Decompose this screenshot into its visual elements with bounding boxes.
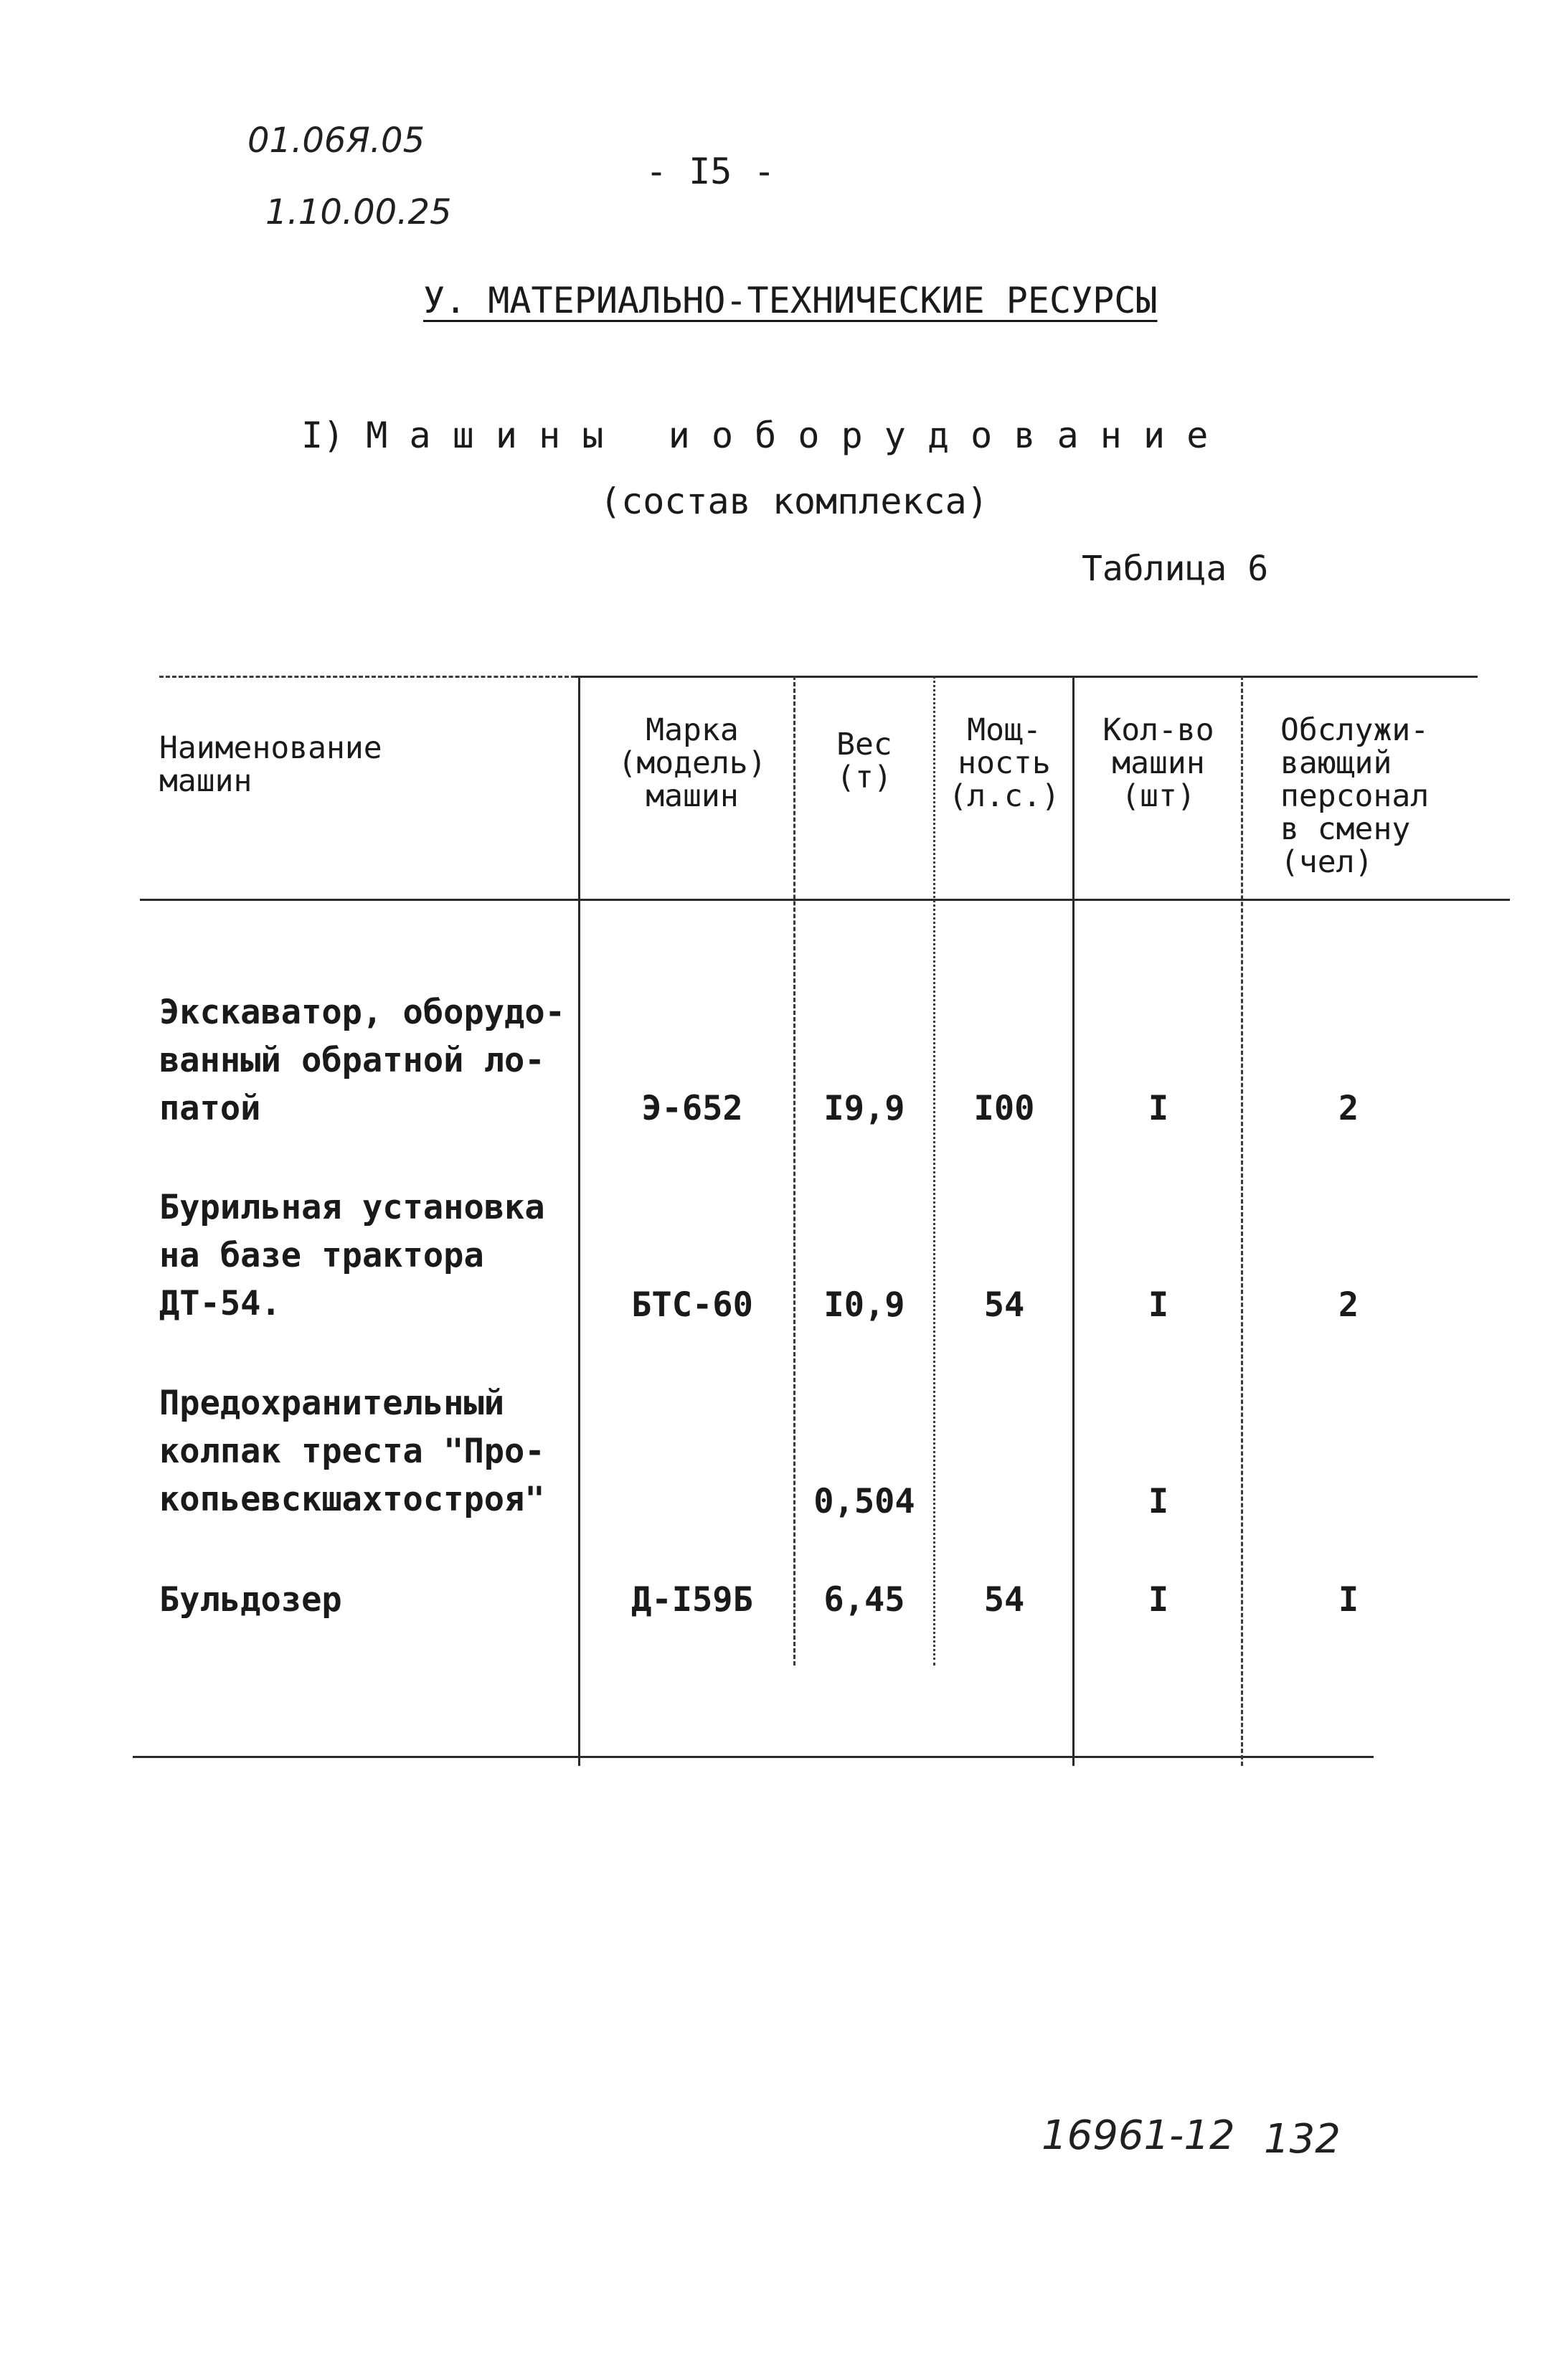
section-title: У. МАТЕРИАЛЬНО-ТЕХНИЧЕСКИЕ РЕСУРСЫ [423, 280, 1158, 321]
header-power: Мощ- ность (л.с.) [948, 712, 1060, 814]
header-model: Марка (модель) машин [618, 712, 767, 814]
row-1-staff: 2 [1338, 1089, 1359, 1128]
row-4-quantity: I [1148, 1580, 1169, 1620]
column-divider-power [933, 676, 935, 1665]
row-4-name: Бульдозер [159, 1580, 342, 1620]
row-2-staff: 2 [1338, 1285, 1359, 1325]
row-2-quantity: I [1148, 1285, 1169, 1325]
table-top-rule-right [575, 676, 1478, 678]
column-divider-staff [1241, 676, 1243, 1766]
row-4-staff: I [1338, 1580, 1359, 1620]
footer-document-code: 16961-12 [1042, 2112, 1235, 2159]
row-3-quantity: I [1148, 1482, 1169, 1521]
row-3-name: Предохранительный колпак треста "Про- копьевскшахтостроя" [159, 1384, 545, 1519]
subsection-title: I) М а ш и н ы и о б о р у д о в а н и е [301, 415, 1209, 456]
footer-sheet-number: 132 [1264, 2116, 1341, 2163]
row-4-model: Д-I59Б [631, 1580, 753, 1620]
table-number: Таблица 6 [1082, 549, 1269, 589]
table-top-rule-left [159, 676, 575, 678]
row-1-model: Э-652 [641, 1089, 743, 1128]
row-1-power: I00 [973, 1089, 1035, 1128]
column-divider-quantity [1072, 676, 1075, 1766]
header-quantity: Кол-во машин (шт) [1102, 712, 1214, 814]
document-code-second: 1.10.00.25 [265, 192, 452, 232]
row-1-quantity: I [1148, 1089, 1169, 1128]
page-number: - I5 - [646, 151, 775, 192]
row-2-weight: I0,9 [823, 1285, 905, 1325]
document-code-top: 01.06Я.05 [247, 121, 425, 161]
subsection-subtitle: (состав комплекса) [600, 481, 988, 522]
row-1-name: Экскаватор, оборудо- ванный обратной ло- патой [159, 993, 565, 1128]
header-staff: Обслужи- вающий персонал в смену (чел) [1280, 712, 1430, 880]
header-name: Наименование машин [159, 730, 382, 799]
row-1-weight: I9,9 [823, 1089, 905, 1128]
table-bottom-rule [133, 1756, 1374, 1758]
row-4-weight: 6,45 [823, 1580, 905, 1620]
row-2-model: БТС-60 [631, 1285, 753, 1325]
table-header-rule [140, 899, 1510, 901]
header-weight: Вес (т) [836, 727, 892, 795]
row-4-power: 54 [983, 1580, 1025, 1620]
row-2-power: 54 [983, 1285, 1025, 1325]
row-3-weight: 0,504 [813, 1482, 915, 1521]
row-2-name: Бурильная установка на базе трактора ДТ-54. [159, 1188, 545, 1323]
column-divider-weight [793, 676, 795, 1665]
